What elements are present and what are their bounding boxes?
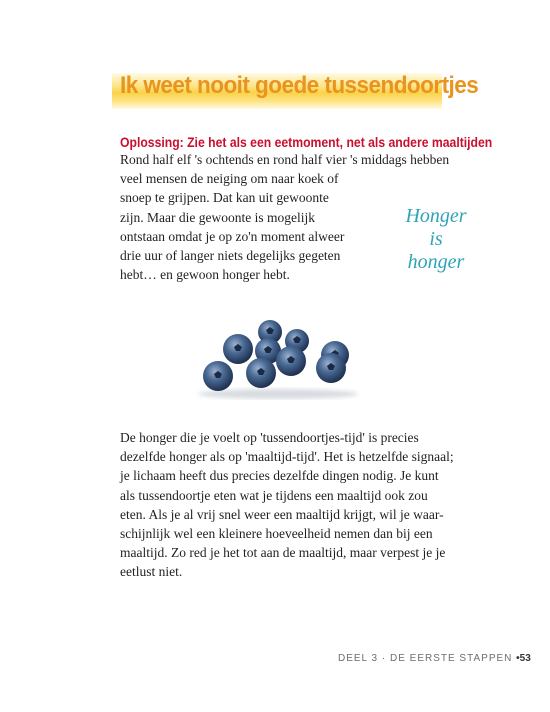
body-paragraph (120, 428, 454, 582)
blueberry (203, 361, 233, 391)
blueberry (316, 353, 346, 383)
blueberry (246, 358, 276, 388)
paragraph-line: veel mensen de neiging om naar koek of (120, 171, 339, 187)
paragraph-line: snoep te grijpen. Dat kan uit gewoonte (120, 190, 329, 206)
running-head: DEEL 3 · DE EERSTE STAPPEN (338, 653, 513, 664)
solution-subheading: Oplossing: Zie het als een eetmoment, net als andere maaltijden (120, 135, 493, 151)
paragraph-line: ontstaan omdat je op zo'n moment alweer (120, 228, 345, 244)
page-number: •53 (516, 653, 531, 664)
paragraph-line: drie uur of langer niets degelijks gegeten (120, 248, 341, 264)
paragraph-line: zijn. Maar die gewoonte is mogelijk (120, 209, 315, 225)
paragraph-line: je lichaam heeft dus precies dezelfde dingen nodig. Je kunt (120, 468, 439, 484)
pullquote-line: Honger (405, 205, 467, 227)
paragraph-line: De honger die je voelt op 'tussendoortjes-tijd' is precies (120, 430, 419, 445)
paragraph-line: eten. Als je al vrij snel weer een maaltijd krijgt, wil je waar- (120, 506, 444, 522)
pullquote-line: honger (407, 251, 465, 273)
paragraph-line: als tussendoortje eten wat je tijdens een maaltijd ook zou (120, 487, 428, 503)
blueberry (223, 334, 253, 364)
pullquote (386, 205, 486, 274)
page-footer (338, 653, 531, 664)
blueberries-image (186, 318, 366, 400)
paragraph-line: eetlust niet. (120, 564, 183, 580)
pullquote-line: is (429, 228, 443, 250)
paragraph-line: dezelfde honger als op 'maaltijd-tijd'. Het is hetzelfde signaal; (120, 449, 454, 465)
paragraph-line: schijnlijk wel een kleinere hoeveelheid nemen dan bij een (120, 526, 433, 542)
paragraph-line: Rond half elf 's ochtends en rond half vier 's middags hebben (120, 152, 450, 167)
page-title: Ik weet nooit goede tussendoortjes (120, 72, 479, 99)
paragraph-line: hebt… en gewoon honger hebt. (120, 267, 290, 283)
paragraph-line: maaltijd. Zo red je het tot aan de maaltijd, maar verpest je je (120, 545, 446, 561)
blueberry (276, 346, 306, 376)
